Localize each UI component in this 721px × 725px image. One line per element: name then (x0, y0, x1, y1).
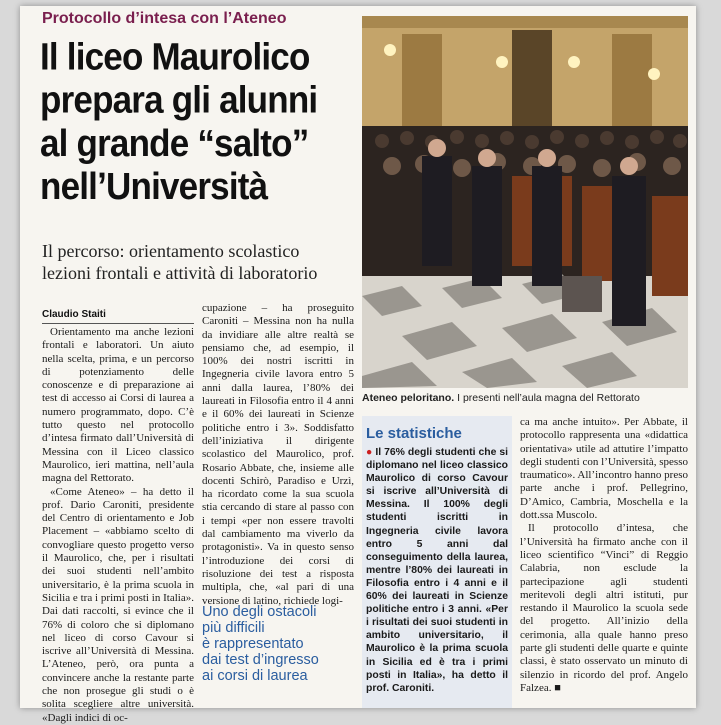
paragraph: «Come Ateneo» – ha detto il prof. Dario Caroniti, presidente del Centro di orientamento e Job Placement – «abbiamo scelto di convogliare questo progetto verso il Maurolico, che, per i risultati dei suoi studenti nell’ambito universitario, è la prima scuola in Sicilia e tra i primi posti in Italia». Dai dati raccolti, si evince che il 76% di coloro che si diplomano nel liceo di corso Cavour si iscrive all’Università di Messina. L’Ateneo, però, ora punta a convincere anche la restante parte che non prosegue gli studi o è solita scegliere altre università. «Dagli indici di oc- (42, 485, 194, 724)
pull-quote-line: Uno degli ostacoli (202, 604, 317, 620)
statistics-title: Le statistiche (366, 425, 462, 442)
event-photo (362, 16, 688, 388)
statistics-box (362, 416, 512, 708)
paragraph: Il protocollo d’intesa, che l’Università ha firmato anche con il liceo scientifico “Vinci” di Reggio Calabria, non esclude la partecipazione agli studenti meritevoli degli altri istituti, pur restando il Maurolico la scuola sede del progetto. All’inizio della cerimonia, alla quale hanno preso parte gli studenti delle quarte e quinte classi, è stato osservato un minuto di silenzio in ricordo del prof. Angelo Falzea. ■ (520, 522, 688, 694)
headline (40, 36, 370, 209)
headline-line: al grande “salto” (40, 122, 309, 165)
caption-text: I presenti nell’aula magna del Rettorato (454, 392, 640, 404)
byline: Claudio Staiti (42, 309, 106, 320)
statistics-body: Il 76% degli studenti che si diplomano nel liceo classico Maurolico di corso Cavour si iscrive all’Università di Messina. Il 100% degli studenti iscritti in Ingegneria civile lavora entro 5 anni dal conseguimento della laurea, mentre l’80% dei laureati in Filosofia entro i 4 anni e il 60% dei laureati in Scienze politiche entro i 3 anni. «Per i risultati dei suoi studenti in ambito universitario, il Maurolico è la prima scuola in Sicilia ed è tra i primi posti in Italia», ha detto il prof. Caroniti. (366, 447, 509, 694)
article-column-2 (202, 302, 354, 607)
paragraph: Orientamento ma anche lezioni frontali e laboratori. Un aiuto nella scelta, prima, e un percorso di potenziamento delle conoscenze e di preparazione ai test di accesso ai Corsi di laurea a numero programmato, dopo. C’è tutto questo nel protocollo d’intesa firmato dall’Università di Messina con il Liceo classico Maurolico, ieri mattina, nell’aula magna del Rettorato. (42, 326, 194, 485)
bullet-icon: ● (366, 447, 373, 458)
pull-quote (202, 604, 354, 684)
paragraph: cupazione – ha proseguito Caroniti – Messina non ha nulla da invidiare alle altre realtà se pensiamo che, ad esempio, il 100% dei nostri iscritti in Ingegneria civile lavora entro 5 anni dalla laurea, l’80% dei laureati in Filosofia entro il 4 anni e il 60% dei laureati in Scienze politiche entro i 3». Soddisfatto dell’iniziativa il dirigente scolastico del Maurolico, prof. Rosario Abbate, che, insieme alle docenti Schirò, Paradiso e Urzì, ha ricordato come la sua scuola stia cercando di stare al passo con i tempi «per non essere travolti dal cambiamento ma viverlo da protagonisti». Va in questo senso l’introduzione dei corsi di risoluzione dei test a risposta multipla, che, «al pari di una versione di latino, richiede logi- (202, 302, 354, 607)
article-column-1 (42, 326, 194, 724)
byline-divider (42, 323, 194, 324)
pull-quote-line: ai corsi di laurea (202, 668, 308, 684)
subhead-line: lezioni frontali e attività di laboratorio (42, 263, 318, 283)
caption-bold: Ateneo peloritano. (362, 392, 455, 404)
subhead (42, 240, 372, 284)
pull-quote-line: più difficili (202, 620, 265, 636)
subhead-line: Il percorso: orientamento scolastico (42, 241, 300, 261)
kicker: Protocollo d’intesa con l’Ateneo (42, 10, 287, 27)
statistics-text (362, 446, 512, 695)
pull-quote-line: dai test d’ingresso (202, 652, 319, 668)
article-column-4 (520, 416, 688, 708)
headline-line: prepara gli alunni (40, 79, 318, 122)
photo-caption (362, 392, 688, 404)
headline-line: nell’Università (40, 165, 268, 208)
pull-quote-line: è rappresentato (202, 636, 304, 652)
paragraph: ca ma anche intuito». Per Abbate, il protocollo rappresenta una «didattica orientativa» utile ad attutire l’impatto degli studenti con l’Università, spesso traumatico». All’incontro hanno preso parte anche i prof. Pellegrino, D’Amico, Cambria, Moschella e la dott.ssa Muscolo. (520, 416, 689, 522)
newspaper-page (20, 6, 696, 724)
headline-line: Il liceo Maurolico (40, 36, 310, 79)
